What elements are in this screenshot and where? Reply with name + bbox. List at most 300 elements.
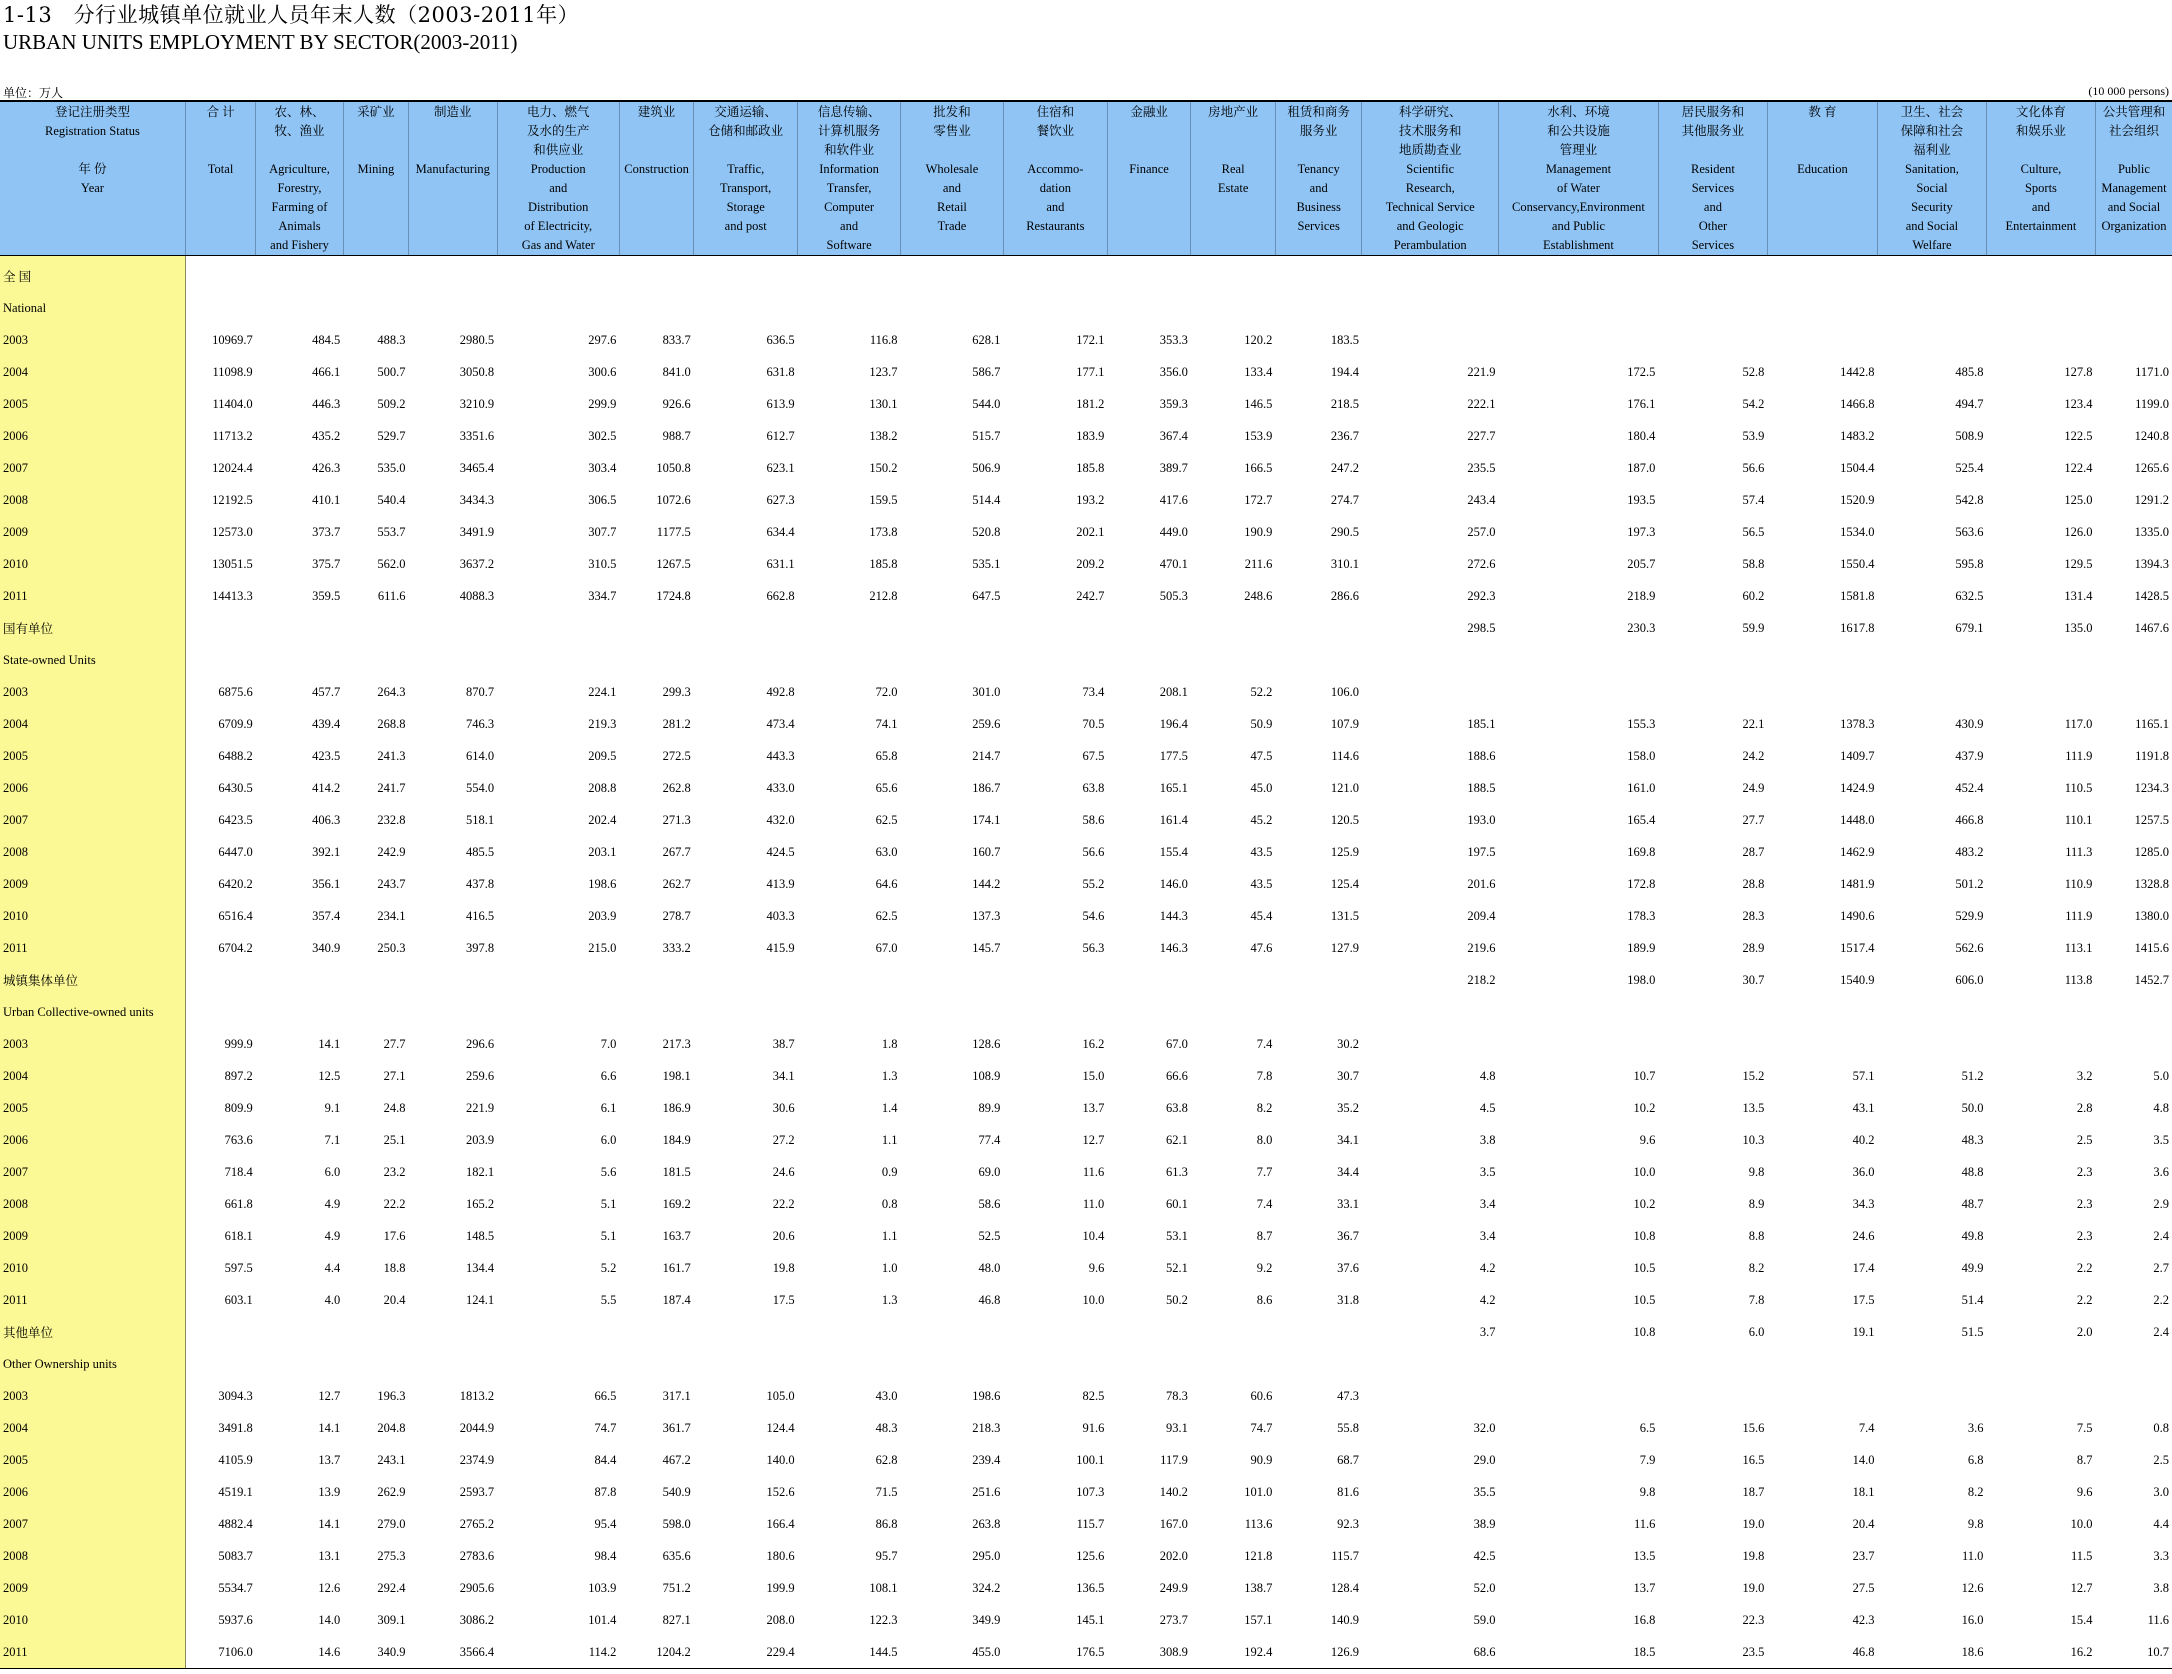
table-cell: 8.8 bbox=[1748, 1228, 1765, 1243]
table-cell: 49.8 bbox=[1961, 1228, 1984, 1243]
table-cell bbox=[798, 256, 901, 293]
table-cell bbox=[343, 1348, 408, 1380]
table-cell: 24.6 bbox=[1852, 1228, 1875, 1243]
table-cell: 18.8 bbox=[383, 1260, 406, 1275]
table-cell: 4.2 bbox=[1479, 1292, 1496, 1307]
table-cell: 8.7 bbox=[1256, 1228, 1273, 1243]
table-cell: 4.0 bbox=[324, 1292, 341, 1307]
table-cell: 518.1 bbox=[465, 812, 495, 827]
table-cell: 1267.5 bbox=[656, 556, 691, 571]
table-cell: 124.4 bbox=[766, 1420, 795, 1435]
table-cell: 123.7 bbox=[869, 364, 898, 379]
table-cell: 634.4 bbox=[766, 524, 795, 539]
table-row bbox=[0, 836, 2172, 868]
table-cell: 23.5 bbox=[1658, 1636, 1767, 1669]
table-cell bbox=[1362, 1028, 1499, 1060]
table-cell bbox=[901, 256, 1004, 293]
table-cell: 54.2 bbox=[1742, 396, 1765, 411]
table-row bbox=[0, 324, 2172, 356]
table-cell: 3465.4 bbox=[459, 460, 495, 475]
table-cell: 494.7 bbox=[1955, 396, 1984, 411]
row-label: 国有单位 bbox=[0, 612, 185, 644]
table-cell: 334.7 bbox=[588, 588, 617, 603]
table-cell bbox=[694, 1348, 798, 1380]
table-cell: 10.7 bbox=[2095, 1636, 2172, 1669]
table-cell: 3.2 bbox=[2076, 1068, 2093, 1083]
table-cell: 22.3 bbox=[1742, 1612, 1765, 1627]
header-wholesale-retail bbox=[901, 101, 1004, 256]
table-cell: 437.8 bbox=[465, 876, 495, 891]
table-cell: 56.3 bbox=[1082, 940, 1105, 955]
header-line: 建筑业 bbox=[637, 105, 676, 119]
table-cell: 432.0 bbox=[766, 812, 795, 827]
table-cell: 443.3 bbox=[766, 748, 795, 763]
table-cell: 515.7 bbox=[972, 428, 1001, 443]
table-cell: 424.5 bbox=[766, 844, 795, 859]
table-cell: 71.5 bbox=[875, 1484, 898, 1499]
table-cell: 2.2 bbox=[2153, 1292, 2169, 1307]
row-label: 2004 bbox=[0, 1412, 185, 1444]
row-label: 2005 bbox=[0, 1444, 185, 1476]
header-line: 电力、燃气 bbox=[526, 105, 590, 119]
table-cell: 42.5 bbox=[1473, 1548, 1496, 1563]
table-cell: 159.5 bbox=[869, 492, 898, 507]
table-cell: 5.1 bbox=[600, 1196, 617, 1211]
table-cell: 58.6 bbox=[978, 1196, 1001, 1211]
header-line: dation bbox=[1039, 181, 1071, 195]
table-cell: 131.5 bbox=[1330, 908, 1359, 923]
table-cell: 3050.8 bbox=[459, 364, 495, 379]
table-cell: 211.6 bbox=[1244, 556, 1273, 571]
table-row bbox=[0, 1188, 2172, 1220]
table-cell: 1285.0 bbox=[2134, 844, 2169, 859]
table-cell: 535.0 bbox=[377, 460, 406, 475]
table-cell: 17.6 bbox=[383, 1228, 406, 1243]
table-cell: 5.1 bbox=[600, 1228, 617, 1243]
table-cell: 296.6 bbox=[465, 1036, 495, 1051]
table-cell: 298.5 bbox=[1467, 620, 1496, 635]
table-cell: 529.7 bbox=[377, 428, 406, 443]
table-cell: 52.2 bbox=[1250, 684, 1273, 699]
table-cell: 5534.7 bbox=[218, 1580, 253, 1595]
table-cell: 125.0 bbox=[2064, 492, 2093, 507]
table-cell: 189.9 bbox=[1627, 940, 1656, 955]
table-cell: 110.5 bbox=[2064, 780, 2093, 795]
table-cell: 1291.2 bbox=[2134, 492, 2169, 507]
table-cell: 1483.2 bbox=[1840, 428, 1875, 443]
table-cell bbox=[1003, 612, 1107, 644]
table-cell bbox=[1877, 324, 1986, 356]
header-line: Public bbox=[2117, 162, 2150, 176]
header-line: Services bbox=[1297, 219, 1340, 233]
table-cell bbox=[185, 1348, 255, 1380]
table-cell: 635.6 bbox=[662, 1548, 691, 1563]
table-cell bbox=[1275, 644, 1362, 676]
table-cell: 31.8 bbox=[1337, 1292, 1359, 1307]
table-row bbox=[0, 1604, 2172, 1636]
table-row bbox=[0, 1572, 2172, 1604]
table-cell: 6.0 bbox=[1748, 1324, 1765, 1339]
table-cell: 67.0 bbox=[875, 940, 898, 955]
table-cell: 12.7 bbox=[2070, 1580, 2093, 1595]
table-cell: 2.2 bbox=[2076, 1260, 2093, 1275]
row-label: 2007 bbox=[0, 452, 185, 484]
table-cell: 6.0 bbox=[324, 1164, 341, 1179]
table-cell bbox=[1362, 996, 1499, 1028]
table-cell: 1534.0 bbox=[1840, 524, 1875, 539]
header-line: Education bbox=[1797, 162, 1848, 176]
table-cell: 300.6 bbox=[588, 364, 617, 379]
table-cell: 67.0 bbox=[1165, 1036, 1188, 1051]
table-cell: 9.2 bbox=[1256, 1260, 1273, 1275]
table-cell: 19.1 bbox=[1852, 1324, 1875, 1339]
table-cell: 299.9 bbox=[588, 396, 617, 411]
header-line: 地质勘查业 bbox=[1398, 143, 1462, 157]
table-cell bbox=[1191, 644, 1276, 676]
unit-label-chinese: 单位：万人 bbox=[3, 86, 64, 100]
header-line: Establishment bbox=[1543, 238, 1614, 252]
header-line: Management bbox=[2101, 181, 2167, 195]
table-cell: 36.0 bbox=[1852, 1164, 1875, 1179]
table-cell: 7.0 bbox=[600, 1036, 617, 1051]
table-row bbox=[0, 1156, 2172, 1188]
table-cell: 4.5 bbox=[1479, 1100, 1496, 1115]
table-cell bbox=[1275, 1316, 1362, 1348]
table-cell: 22.1 bbox=[1742, 716, 1765, 731]
table-cell bbox=[343, 996, 408, 1028]
header-line: Manufacturing bbox=[415, 162, 490, 176]
table-cell: 406.3 bbox=[312, 812, 341, 827]
header-real-estate bbox=[1191, 101, 1276, 256]
table-cell bbox=[1767, 1348, 1877, 1380]
header-line: and Social bbox=[1905, 219, 1959, 233]
table-cell: 23.7 bbox=[1852, 1548, 1875, 1563]
table-cell: 100.1 bbox=[1076, 1452, 1105, 1467]
table-cell: 98.4 bbox=[594, 1548, 617, 1563]
table-cell: 1448.0 bbox=[1840, 812, 1875, 827]
table-cell: 81.6 bbox=[1337, 1484, 1359, 1499]
header-line: 年 份 bbox=[78, 162, 107, 176]
table-cell: 13051.5 bbox=[212, 556, 253, 571]
header-line: and Public bbox=[1551, 219, 1606, 233]
header-line: Entertainment bbox=[2005, 219, 2077, 233]
table-cell: 301.0 bbox=[972, 684, 1001, 699]
row-label: 2007 bbox=[0, 1508, 185, 1540]
table-cell bbox=[901, 612, 1004, 644]
table-cell: 243.1 bbox=[377, 1452, 406, 1467]
header-line: Production bbox=[530, 162, 586, 176]
table-cell: 763.6 bbox=[224, 1132, 253, 1147]
table-cell: 746.3 bbox=[465, 716, 495, 731]
table-cell bbox=[1498, 996, 1658, 1028]
table-cell bbox=[1877, 676, 1986, 708]
header-agriculture bbox=[256, 101, 344, 256]
table-cell: 309.1 bbox=[377, 1612, 406, 1627]
page-title-chinese: 1-13 分行业城镇单位就业人员年末人数（2003-2011年） bbox=[3, 3, 580, 27]
table-row bbox=[0, 740, 2172, 772]
table-cell: 603.1 bbox=[224, 1292, 253, 1307]
header-line: 计算机服务 bbox=[817, 124, 881, 138]
header-transport bbox=[694, 101, 798, 256]
table-cell: 3.8 bbox=[2153, 1580, 2169, 1595]
table-cell: 58.8 bbox=[1742, 556, 1765, 571]
employment-table bbox=[0, 100, 2172, 1669]
table-cell: 273.7 bbox=[1159, 1612, 1188, 1627]
table-cell: 1550.4 bbox=[1840, 556, 1875, 571]
table-cell bbox=[408, 964, 497, 996]
table-cell bbox=[408, 256, 497, 293]
table-cell: 161.4 bbox=[1159, 812, 1188, 827]
table-cell bbox=[901, 644, 1004, 676]
table-cell: 2374.9 bbox=[459, 1452, 495, 1467]
table-cell: 9.6 bbox=[1088, 1260, 1105, 1275]
table-cell bbox=[798, 644, 901, 676]
table-cell: 22.2 bbox=[383, 1196, 406, 1211]
table-cell: 7.8 bbox=[1748, 1292, 1765, 1307]
table-cell: 15.6 bbox=[1742, 1420, 1765, 1435]
header-line: Services bbox=[1691, 238, 1735, 252]
table-cell: 375.7 bbox=[312, 556, 341, 571]
table-cell: 122.3 bbox=[869, 1612, 898, 1627]
table-cell: 5.0 bbox=[2153, 1068, 2169, 1083]
header-line: Perambulation bbox=[1393, 238, 1467, 252]
table-cell bbox=[619, 644, 693, 676]
table-cell: 38.7 bbox=[772, 1036, 795, 1051]
table-cell bbox=[694, 996, 798, 1028]
header-line: Mining bbox=[357, 162, 395, 176]
table-cell: 1409.7 bbox=[1840, 748, 1875, 763]
header-line bbox=[187, 122, 254, 141]
table-cell: 136.5 bbox=[1076, 1580, 1105, 1595]
table-cell: 15.0 bbox=[1082, 1068, 1105, 1083]
table-cell: 6420.2 bbox=[218, 876, 253, 891]
table-cell bbox=[1767, 644, 1877, 676]
table-cell: 262.8 bbox=[662, 780, 691, 795]
table-cell bbox=[1362, 292, 1499, 324]
table-cell: 6488.2 bbox=[218, 748, 253, 763]
table-cell bbox=[256, 292, 344, 324]
table-cell: 202.1 bbox=[1076, 524, 1105, 539]
header-line: Animals bbox=[278, 219, 321, 233]
table-cell: 58.6 bbox=[1082, 812, 1105, 827]
table-cell: 4.2 bbox=[1479, 1260, 1496, 1275]
table-cell: 262.7 bbox=[662, 876, 691, 891]
table-cell: 10.5 bbox=[1633, 1292, 1656, 1307]
table-cell: 485.5 bbox=[465, 844, 495, 859]
table-cell: 150.2 bbox=[869, 460, 898, 475]
table-row bbox=[0, 548, 2172, 580]
table-cell: 51.5 bbox=[1961, 1324, 1984, 1339]
table-cell: 3094.3 bbox=[218, 1388, 253, 1403]
table-cell: 263.8 bbox=[972, 1516, 1001, 1531]
table-cell: 121.8 bbox=[1244, 1548, 1273, 1563]
table-cell: 140.0 bbox=[766, 1452, 795, 1467]
table-cell: 243.4 bbox=[1467, 492, 1496, 507]
table-cell bbox=[2095, 676, 2172, 708]
table-cell bbox=[1107, 964, 1191, 996]
table-cell: 8.0 bbox=[1256, 1132, 1273, 1147]
table-cell bbox=[1986, 1348, 2095, 1380]
table-cell: 11.6 bbox=[2147, 1612, 2169, 1627]
table-cell: 219.3 bbox=[588, 716, 617, 731]
table-cell: 631.8 bbox=[766, 364, 795, 379]
table-cell bbox=[1986, 1028, 2095, 1060]
table-cell: 197.5 bbox=[1467, 844, 1496, 859]
table-cell: 2.4 bbox=[2153, 1228, 2169, 1243]
header-line: Real bbox=[1221, 162, 1245, 176]
table-cell: 157.1 bbox=[1244, 1612, 1273, 1627]
table-cell: 177.1 bbox=[1076, 364, 1105, 379]
header-line: and bbox=[549, 181, 568, 195]
table-cell: 63.0 bbox=[875, 844, 898, 859]
table-cell bbox=[1191, 1348, 1276, 1380]
table-cell: 43.0 bbox=[875, 1388, 898, 1403]
table-cell: 297.6 bbox=[588, 332, 617, 347]
table-row bbox=[0, 580, 2172, 612]
table-row bbox=[0, 1476, 2172, 1508]
table-cell bbox=[798, 964, 901, 996]
table-cell: 1.1 bbox=[881, 1132, 898, 1147]
table-cell: 134.4 bbox=[465, 1260, 495, 1275]
table-cell: 48.0 bbox=[978, 1260, 1001, 1275]
table-cell: 183.9 bbox=[1076, 428, 1105, 443]
table-cell: 3.5 bbox=[2153, 1132, 2169, 1147]
table-cell: 367.4 bbox=[1159, 428, 1188, 443]
table-cell: 10.2 bbox=[1633, 1196, 1656, 1211]
table-cell: 56.5 bbox=[1742, 524, 1765, 539]
table-cell: 90.9 bbox=[1250, 1452, 1273, 1467]
header-line: 服务业 bbox=[1299, 124, 1338, 138]
table-row bbox=[0, 516, 2172, 548]
table-cell: 249.9 bbox=[1159, 1580, 1188, 1595]
table-cell: 28.3 bbox=[1742, 908, 1765, 923]
table-cell: 34.1 bbox=[772, 1068, 795, 1083]
table-cell: 178.3 bbox=[1627, 908, 1656, 923]
table-cell: 10969.7 bbox=[212, 332, 253, 347]
table-cell: 10.5 bbox=[1633, 1260, 1656, 1275]
table-cell: 1191.8 bbox=[2135, 748, 2169, 763]
table-cell: 413.9 bbox=[766, 876, 795, 891]
table-cell: 91.6 bbox=[1082, 1420, 1105, 1435]
table-cell: 299.3 bbox=[662, 684, 691, 699]
header-line: 农、林、 bbox=[274, 105, 325, 119]
table-cell: 2.3 bbox=[2076, 1164, 2093, 1179]
table-cell bbox=[694, 1316, 798, 1348]
table-cell: 24.9 bbox=[1742, 780, 1765, 795]
table-cell bbox=[1767, 1380, 1877, 1412]
table-cell bbox=[1003, 256, 1107, 293]
header-line: Software bbox=[826, 238, 872, 252]
table-cell: 292.4 bbox=[377, 1580, 406, 1595]
table-cell: 148.5 bbox=[465, 1228, 495, 1243]
table-cell: 628.1 bbox=[972, 332, 1001, 347]
table-cell: 35.2 bbox=[1337, 1100, 1359, 1115]
table-cell: 662.8 bbox=[766, 588, 795, 603]
table-cell: 1380.0 bbox=[2134, 908, 2169, 923]
table-cell: 29.0 bbox=[1473, 1452, 1496, 1467]
table-cell: 1504.4 bbox=[1840, 460, 1875, 475]
header-line bbox=[1769, 122, 1876, 141]
header-line: 文化体育 bbox=[2015, 105, 2066, 119]
table-cell: 34.1 bbox=[1337, 1132, 1359, 1147]
table-cell: 2.3 bbox=[2076, 1196, 2093, 1211]
row-label: 2009 bbox=[0, 516, 185, 548]
table-cell: 4.8 bbox=[2153, 1100, 2169, 1115]
table-cell bbox=[2095, 996, 2172, 1028]
table-cell: 661.8 bbox=[224, 1196, 253, 1211]
table-cell: 113.6 bbox=[1244, 1516, 1273, 1531]
table-row bbox=[0, 1252, 2172, 1284]
table-cell: 473.4 bbox=[766, 716, 795, 731]
table-cell: 45.4 bbox=[1250, 908, 1273, 923]
table-cell: 25.1 bbox=[383, 1132, 406, 1147]
table-cell: 10.2 bbox=[1633, 1100, 1656, 1115]
table-cell: 403.3 bbox=[766, 908, 795, 923]
table-cell: 423.5 bbox=[312, 748, 341, 763]
table-cell: 3.7 bbox=[1479, 1324, 1496, 1339]
table-cell: 158.0 bbox=[1627, 748, 1656, 763]
table-cell bbox=[2095, 256, 2172, 293]
table-cell bbox=[619, 964, 693, 996]
table-cell: 999.9 bbox=[224, 1036, 253, 1051]
table-cell: 809.9 bbox=[224, 1100, 253, 1115]
table-cell: 14.0 bbox=[318, 1612, 341, 1627]
table-cell bbox=[1275, 256, 1362, 293]
table-cell: 7.8 bbox=[1256, 1068, 1273, 1083]
table-cell: 70.5 bbox=[1082, 716, 1105, 731]
table-cell: 9.1 bbox=[324, 1100, 341, 1115]
table-cell: 28.7 bbox=[1742, 844, 1765, 859]
table-cell: 16.0 bbox=[1961, 1612, 1984, 1627]
table-cell: 204.8 bbox=[377, 1420, 406, 1435]
table-cell: 114.2 bbox=[497, 1636, 619, 1669]
table-cell: 137.3 bbox=[972, 908, 1001, 923]
table-cell: 16.2 bbox=[1082, 1036, 1105, 1051]
table-cell bbox=[1107, 1348, 1191, 1380]
table-cell: 172.5 bbox=[1627, 364, 1656, 379]
table-cell: 115.7 bbox=[1076, 1516, 1105, 1531]
table-cell: 84.4 bbox=[594, 1452, 617, 1467]
table-cell: 190.9 bbox=[1244, 524, 1273, 539]
table-cell: 3637.2 bbox=[459, 556, 495, 571]
table-cell: 57.1 bbox=[1852, 1068, 1875, 1083]
header-line: and bbox=[2031, 200, 2050, 214]
table-cell: 176.5 bbox=[1003, 1636, 1107, 1669]
header-line: 卫生、社会 bbox=[1900, 105, 1964, 119]
table-cell: 138.7 bbox=[1244, 1580, 1273, 1595]
table-cell bbox=[1986, 996, 2095, 1028]
table-cell: 107.3 bbox=[1076, 1484, 1105, 1499]
table-cell: 435.2 bbox=[312, 428, 341, 443]
table-row bbox=[0, 256, 2172, 293]
table-cell bbox=[1658, 996, 1767, 1028]
table-cell: 483.2 bbox=[1955, 844, 1984, 859]
table-cell bbox=[901, 1316, 1004, 1348]
table-cell bbox=[1362, 324, 1499, 356]
table-row bbox=[0, 1540, 2172, 1572]
row-label: 2010 bbox=[0, 1604, 185, 1636]
table-cell bbox=[1107, 292, 1191, 324]
row-label: 全 国 bbox=[0, 256, 185, 293]
table-cell: 12.5 bbox=[318, 1068, 341, 1083]
header-line: 住宿和 bbox=[1036, 105, 1075, 119]
table-cell bbox=[256, 964, 344, 996]
table-cell bbox=[619, 1316, 693, 1348]
table-cell bbox=[1191, 996, 1276, 1028]
header-line bbox=[695, 141, 796, 160]
table-cell: 72.0 bbox=[875, 684, 898, 699]
table-cell: 6.8 bbox=[1967, 1452, 1984, 1467]
